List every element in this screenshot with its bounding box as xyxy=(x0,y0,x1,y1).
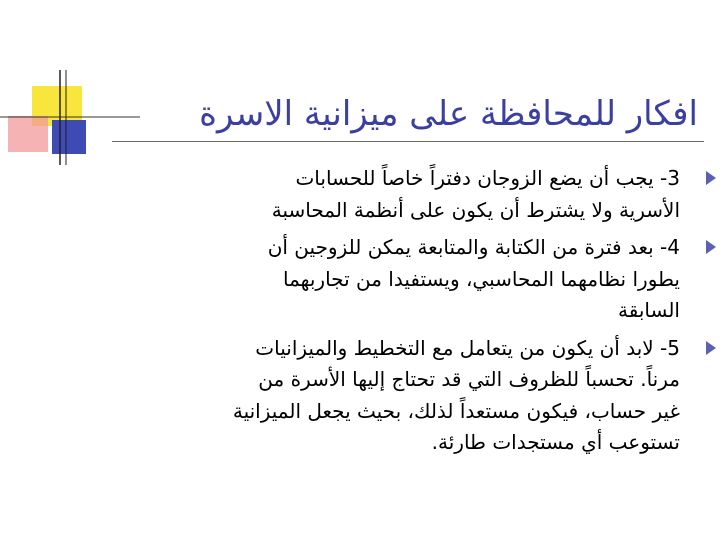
pink-square xyxy=(8,116,48,152)
bullet-list xyxy=(93,163,718,465)
bullet-line: مرناً. تحسباً للظروف التي قد تحتاج إليها الأسرة من xyxy=(258,367,680,391)
bullet-line: يطورا نظامهما المحاسبي، ويستفيدا من تجاربهما xyxy=(282,266,680,291)
bullet-line: 4- بعد فترة من الكتابة والمتابعة يمكن للزوجين أن xyxy=(267,235,680,259)
bullet-arrow-icon xyxy=(706,341,716,355)
bullet-arrow-icon xyxy=(706,240,716,254)
bullet-item-4 xyxy=(93,232,718,327)
blue-square xyxy=(52,120,86,154)
bullet-line: الأسرية ولا يشترط أن يكون على أنظمة المحاسبة xyxy=(271,197,680,222)
bullet-line: 3- يجب أن يضع الزوجان دفتراً خاصاً للحسابات xyxy=(295,166,680,190)
bullet-line: 5- لابد أن يكون من يتعامل مع التخطيط والميزانيات xyxy=(255,335,680,360)
bullet-arrow-icon xyxy=(706,171,716,185)
title-divider xyxy=(112,141,704,142)
bullet-line: غير حساب، فيكون مستعداً لذلك، بحيث يجعل الميزانية xyxy=(232,398,680,423)
bullet-item-3 xyxy=(93,163,718,226)
bullet-item-5 xyxy=(93,333,718,459)
corner-decoration xyxy=(0,0,140,170)
slide-title: افكار للمحافظة على ميزانية الاسرة xyxy=(199,94,698,134)
bullet-line: تستوعب أي مستجدات طارئة. xyxy=(431,430,680,454)
bullet-line: السابقة xyxy=(618,298,680,322)
